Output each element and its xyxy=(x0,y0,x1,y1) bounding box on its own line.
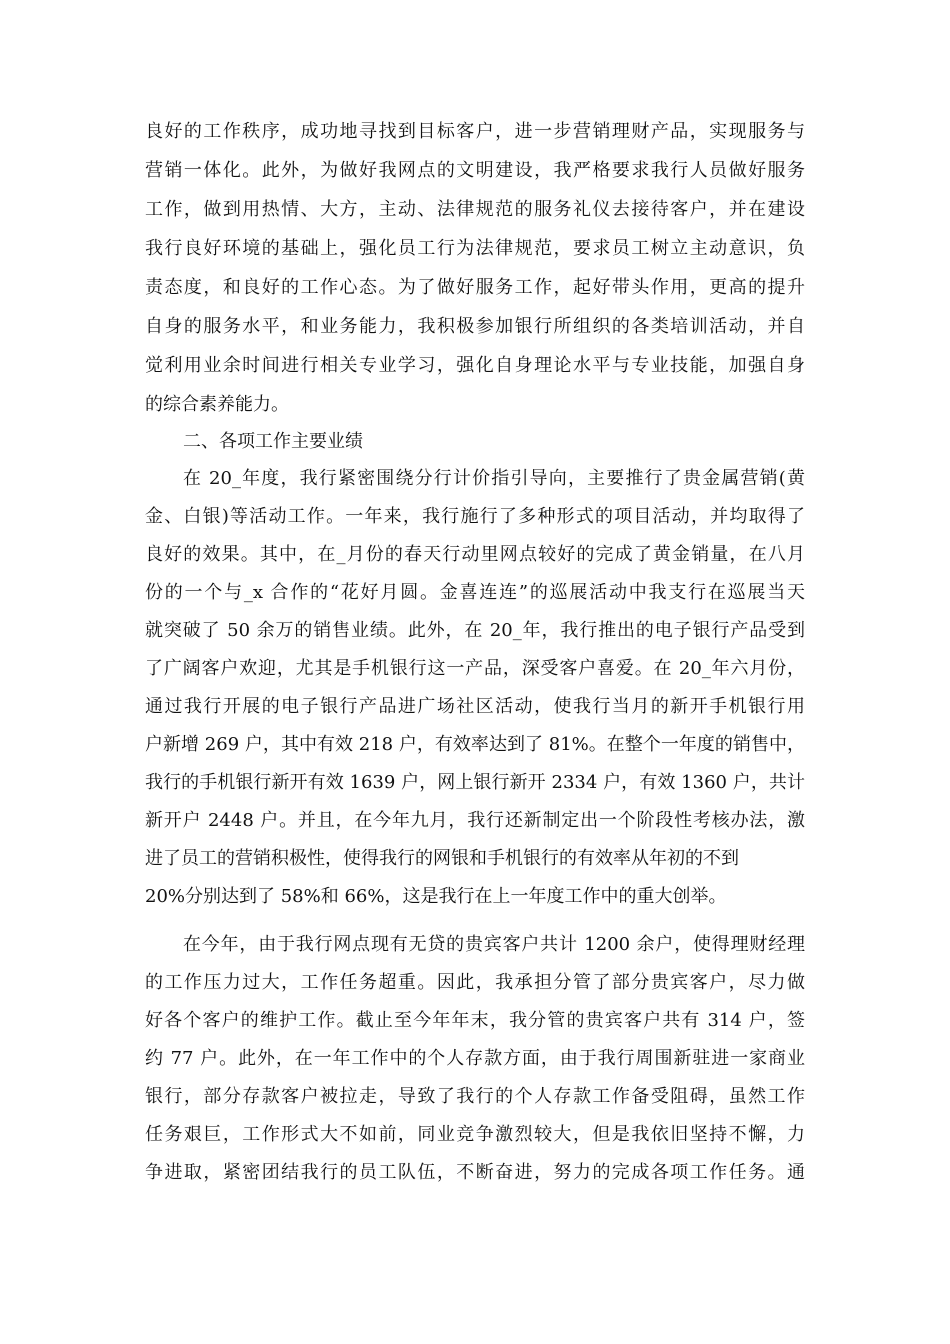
paragraph-2-line-8: 户新增 269 户，其中有效 218 户，有效率达到了 81%。在整个一年度的销售中， xyxy=(145,734,805,755)
paragraph-3-line-6: 任务艰巨，工作形式大不如前，同业竞争激烈较大，但是我依旧坚持不懈，力 xyxy=(145,1124,805,1145)
paragraph-2-line-5: 就突破了 50 余万的销售业绩。此外，在 20_年，我行推出的电子银行产品受到 xyxy=(145,620,805,641)
paragraph-2-line-6: 了广阔客户欢迎，尤其是手机银行这一产品，深受客户喜爱。在 20_年六月份， xyxy=(145,658,805,679)
paragraph-3-line-3: 好各个客户的维护工作。截止至今年年末，我分管的贵宾客户共有 314 户，签 xyxy=(145,1010,805,1031)
paragraph-3-line-1: 在今年，由于我行网点现有无贷的贵宾客户共计 1200 余户，使得理财经理 xyxy=(183,934,805,955)
paragraph-1-line-5: 责态度，和良好的工作心态。为了做好服务工作，起好带头作用，更高的提升 xyxy=(145,277,805,298)
paragraph-2-line-12: 20%分别达到了 58%和 66%，这是我行在上一年度工作中的重大创举。 xyxy=(145,886,727,907)
paragraph-1-line-6: 自身的服务水平，和业务能力，我积极参加银行所组织的各类培训活动，并自 xyxy=(145,316,805,337)
paragraph-2-line-4: 份的一个与_x 合作的“花好月圆。金喜连连”的巡展活动中我支行在巡展当天 xyxy=(145,582,805,603)
paragraph-1-line-1: 良好的工作秩序，成功地寻找到目标客户，进一步营销理财产品，实现服务与 xyxy=(145,121,805,142)
paragraph-1-line-7: 觉利用业余时间进行相关专业学习，强化自身理论水平与专业技能，加强自身 xyxy=(145,355,805,376)
paragraph-2-line-9: 我行的手机银行新开有效 1639 户，网上银行新开 2334 户，有效 1360 户，共计 xyxy=(145,772,805,793)
paragraph-2-line-10: 新开户 2448 户。并且，在今年九月，我行还新制定出一个阶段性考核办法，激 xyxy=(145,810,805,831)
paragraph-3-line-2: 的工作压力过大，工作任务超重。因此，我承担分管了部分贵宾客户，尽力做 xyxy=(145,972,805,993)
paragraph-3-line-4: 约 77 户。此外，在一年工作中的个人存款方面，由于我行周围新驻进一家商业 xyxy=(145,1048,805,1069)
paragraph-2-line-11: 进了员工的营销积极性，使得我行的网银和手机银行的有效率从年初的不到 xyxy=(145,848,739,869)
paragraph-2-line-2: 金、白银)等活动工作。一年来，我行施行了多种形式的项目活动，并均取得了 xyxy=(145,506,805,527)
paragraph-3-line-5: 银行，部分存款客户被拉走，导致了我行的个人存款工作备受阻碍，虽然工作 xyxy=(145,1086,805,1107)
paragraph-2-line-7: 通过我行开展的电子银行产品进广场社区活动，使我行当月的新开手机银行用 xyxy=(145,696,805,717)
paragraph-3-line-7: 争进取，紧密团结我行的员工队伍，不断奋进，努力的完成各项工作任务。通 xyxy=(145,1162,805,1183)
paragraph-1-line-3: 工作，做到用热情、大方，主动、法律规范的服务礼仪去接待客户，并在建设 xyxy=(145,199,805,220)
paragraph-1-line-2: 营销一体化。此外，为做好我网点的文明建设，我严格要求我行人员做好服务 xyxy=(145,160,805,181)
paragraph-1-line-8: 的综合素养能力。 xyxy=(145,394,289,415)
section-heading: 二、各项工作主要业绩 xyxy=(183,431,363,452)
paragraph-2-line-3: 良好的效果。其中，在_月份的春天行动里网点较好的完成了黄金销量，在八月 xyxy=(145,544,805,565)
paragraph-1-line-4: 我行良好环境的基础上，强化员工行为法律规范，要求员工树立主动意识，负 xyxy=(145,238,805,259)
paragraph-2-line-1: 在 20_年度，我行紧密围绕分行计价指引导向，主要推行了贵金属营销(黄 xyxy=(183,468,805,489)
